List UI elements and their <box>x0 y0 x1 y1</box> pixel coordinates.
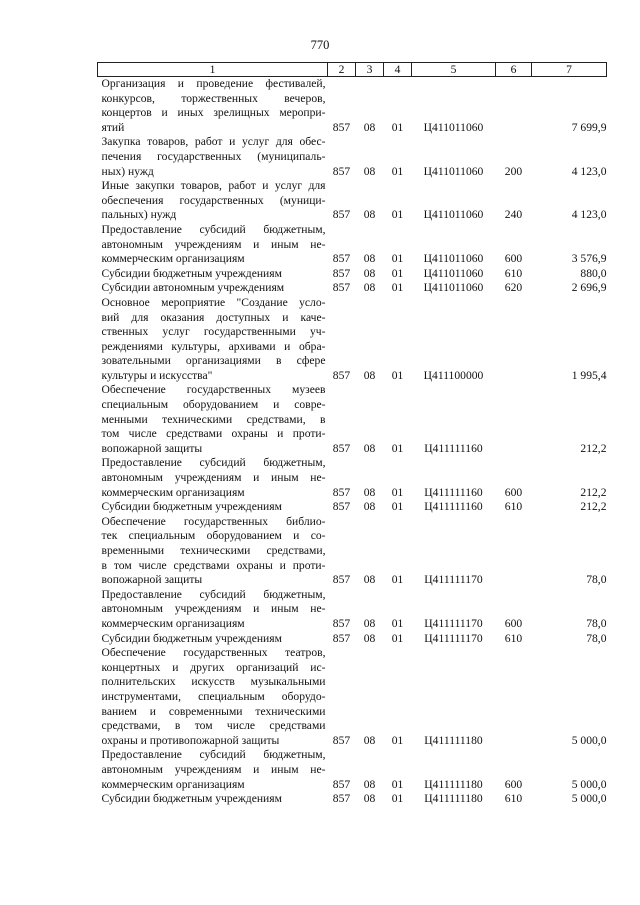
item-name-line: вий для оказания доступных и каче- <box>101 310 326 324</box>
page-number: 770 <box>310 38 330 52</box>
expense-type-cell: 610 <box>504 631 523 645</box>
target-article-cell: Ц411011060 <box>423 120 484 134</box>
subsection-code-cell: 01 <box>391 573 404 587</box>
item-name-cell <box>98 792 328 807</box>
item-name-line: ванием и современными техническими <box>101 704 326 718</box>
table-row <box>98 281 607 296</box>
item-name-cell <box>98 281 328 296</box>
target-article-cell: Ц411111160 <box>424 441 483 455</box>
item-name-line: Субсидии бюджетным учреждениям <box>101 792 282 806</box>
admin-code-cell: 857 <box>332 616 351 630</box>
admin-code-cell: 857 <box>332 792 351 806</box>
item-name-line: коммерческим организациям <box>101 777 245 791</box>
expense-type-cell: 240 <box>504 208 523 222</box>
section-code-cell: 08 <box>363 368 376 382</box>
item-name-line: вопожарной защиты <box>101 441 203 455</box>
item-name-line: Организация и проведение фестивалей, <box>101 77 326 90</box>
section-code-cell: 08 <box>363 733 376 747</box>
item-name-cell <box>98 383 328 456</box>
item-name-cell <box>98 632 328 647</box>
item-name-line: автономным учреждениям и иным не- <box>101 602 326 616</box>
target-article-cell: Ц411111160 <box>424 500 483 514</box>
target-article-cell: Ц411011060 <box>423 252 484 266</box>
expense-type-cell: 600 <box>504 777 523 791</box>
item-name-line: Иные закупки товаров, работ и услуг для <box>101 179 326 193</box>
section-code-cell: 08 <box>363 573 376 587</box>
amount-cell: 78,0 <box>586 616 607 630</box>
section-code-cell: 08 <box>363 208 376 222</box>
table-row <box>98 223 607 267</box>
item-name-line: конкурсов, торжественных вечеров, <box>101 91 326 105</box>
item-name-line: специальным оборудованием и совре- <box>101 398 326 412</box>
item-name-line: Субсидии бюджетным учреждениям <box>101 500 282 514</box>
item-name-line: Предоставление субсидий бюджетным, <box>101 222 326 236</box>
subsection-code-cell: 01 <box>391 120 404 134</box>
table-row <box>98 632 607 647</box>
item-name-line: ятий <box>101 120 125 134</box>
target-article-cell: Ц411011060 <box>423 266 484 280</box>
amount-cell: 78,0 <box>586 631 607 645</box>
column-header: 7 <box>532 63 607 77</box>
item-name-line: коммерческим организациям <box>101 616 245 630</box>
amount-cell: 78,0 <box>586 573 607 587</box>
admin-code-cell: 857 <box>332 252 351 266</box>
item-name-line: автономным учреждениям и иным не- <box>101 762 326 776</box>
item-name-line: Обеспечение государственных библио- <box>101 514 326 528</box>
section-code-cell: 08 <box>363 485 376 499</box>
section-code-cell: 08 <box>363 631 376 645</box>
item-name-line: ных) нужд <box>101 164 154 178</box>
admin-code-cell: 857 <box>332 164 351 178</box>
item-name-line: охраны и противопожарной защиты <box>101 733 280 747</box>
subsection-code-cell: 01 <box>391 485 404 499</box>
subsection-code-cell: 01 <box>391 252 404 266</box>
column-header: 5 <box>412 63 496 77</box>
item-name-line: инструментами, специальным оборудо- <box>101 689 326 703</box>
expense-type-cell <box>496 77 532 136</box>
admin-code-cell: 857 <box>332 120 351 134</box>
subsection-code-cell: 01 <box>391 281 404 295</box>
column-header: 4 <box>384 63 412 77</box>
admin-code-cell: 857 <box>332 441 351 455</box>
item-name-line: Закупка товаров, работ и услуг для обес- <box>101 135 326 149</box>
table-header-row <box>98 63 607 77</box>
item-name-line: Основное мероприятие "Создание усло- <box>101 295 326 309</box>
expense-type-cell <box>496 515 532 588</box>
item-name-line: Предоставление субсидий бюджетным, <box>101 587 326 601</box>
target-article-cell: Ц411111160 <box>424 485 483 499</box>
subsection-code-cell: 01 <box>391 441 404 455</box>
item-name-line: Обеспечение государственных театров, <box>101 646 326 660</box>
target-article-cell: Ц411011060 <box>423 164 484 178</box>
amount-cell: 4 123,0 <box>571 208 607 222</box>
subsection-code-cell: 01 <box>391 631 404 645</box>
subsection-code-cell: 01 <box>391 616 404 630</box>
column-header: 1 <box>98 63 328 77</box>
target-article-cell: Ц411111180 <box>424 777 483 791</box>
admin-code-cell: 857 <box>332 631 351 645</box>
table-row <box>98 456 607 500</box>
item-name-line: концертов и иных зрелищных меропри- <box>101 106 326 120</box>
table-body <box>98 77 607 807</box>
section-code-cell: 08 <box>363 792 376 806</box>
amount-cell: 212,2 <box>580 485 607 499</box>
expense-type-cell: 610 <box>504 792 523 806</box>
item-name-cell <box>98 748 328 792</box>
target-article-cell: Ц411100000 <box>423 368 484 382</box>
section-code-cell: 08 <box>363 120 376 134</box>
table-row <box>98 267 607 282</box>
column-header: 3 <box>356 63 384 77</box>
item-name-cell <box>98 135 328 179</box>
table-row <box>98 77 607 136</box>
item-name-line: коммерческим организациям <box>101 252 245 266</box>
item-name-line: полнительских искусств музыкальными <box>101 675 326 689</box>
item-name-cell <box>98 515 328 588</box>
item-name-line: менными техническими средствами, в <box>101 412 326 426</box>
amount-cell: 7 699,9 <box>571 120 607 134</box>
amount-cell: 880,0 <box>580 266 607 280</box>
expense-type-cell <box>496 646 532 748</box>
admin-code-cell: 857 <box>332 368 351 382</box>
admin-code-cell: 857 <box>332 733 351 747</box>
amount-cell: 1 995,4 <box>571 368 607 382</box>
amount-cell: 212,2 <box>580 441 607 455</box>
target-article-cell: Ц411111180 <box>424 792 483 806</box>
item-name-line: коммерческим организациям <box>101 485 245 499</box>
item-name-line: тек специальным оборудованием и со- <box>101 529 326 543</box>
column-header: 2 <box>328 63 356 77</box>
admin-code-cell: 857 <box>332 208 351 222</box>
table-row <box>98 383 607 456</box>
target-article-cell: Ц411111170 <box>424 631 483 645</box>
item-name-cell <box>98 588 328 632</box>
item-name-line: пальных) нужд <box>101 208 177 222</box>
subsection-code-cell: 01 <box>391 266 404 280</box>
item-name-line: временными техническими средствами, <box>101 544 326 557</box>
expense-type-cell <box>496 383 532 456</box>
item-name-cell <box>98 456 328 500</box>
amount-cell: 212,2 <box>580 500 607 514</box>
item-name-cell <box>98 500 328 515</box>
section-code-cell: 08 <box>363 616 376 630</box>
item-name-line: реждениями культуры, архивами и обра- <box>101 339 326 353</box>
item-name-line: Предоставление субсидий бюджетным, <box>101 456 326 470</box>
expense-type-cell <box>496 296 532 384</box>
target-article-cell: Ц411111170 <box>424 616 483 630</box>
target-article-cell: Ц411011060 <box>423 208 484 222</box>
item-name-line: автономным учреждениям и иным не- <box>101 471 326 485</box>
amount-cell: 5 000,0 <box>571 792 607 806</box>
section-code-cell: 08 <box>363 266 376 280</box>
admin-code-cell: 857 <box>332 777 351 791</box>
item-name-line: ственных услуг государственными уч- <box>101 325 326 339</box>
subsection-code-cell: 01 <box>391 792 404 806</box>
admin-code-cell: 857 <box>332 573 351 587</box>
amount-cell: 3 576,9 <box>571 252 607 266</box>
item-name-line: Субсидии бюджетным учреждениям <box>101 631 282 645</box>
expense-type-cell: 200 <box>504 164 523 178</box>
item-name-line: концертных и других организаций ис- <box>101 660 326 674</box>
subsection-code-cell: 01 <box>391 500 404 514</box>
section-code-cell: 08 <box>363 252 376 266</box>
subsection-code-cell: 01 <box>391 164 404 178</box>
amount-cell: 4 123,0 <box>571 164 607 178</box>
target-article-cell: Ц411111180 <box>424 733 483 747</box>
expense-type-cell: 610 <box>504 500 523 514</box>
table-row <box>98 135 607 179</box>
amount-cell: 5 000,0 <box>571 733 607 747</box>
item-name-line: Субсидии бюджетным учреждениям <box>101 266 282 280</box>
expense-type-cell: 600 <box>504 485 523 499</box>
item-name-cell <box>98 179 328 223</box>
table-row <box>98 179 607 223</box>
section-code-cell: 08 <box>363 441 376 455</box>
table-row <box>98 646 607 748</box>
item-name-line: обеспечения государственных (муници- <box>101 193 326 207</box>
column-header: 6 <box>496 63 532 77</box>
item-name-line: в том числе средствами охраны и проти- <box>101 558 326 572</box>
item-name-cell <box>98 646 328 748</box>
expense-type-cell: 600 <box>504 252 523 266</box>
subsection-code-cell: 01 <box>391 368 404 382</box>
expense-type-cell: 600 <box>504 616 523 630</box>
table-row <box>98 588 607 632</box>
target-article-cell: Ц411011060 <box>423 281 484 295</box>
item-name-line: Обеспечение государственных музеев <box>101 383 326 397</box>
section-code-cell: 08 <box>363 281 376 295</box>
table-row <box>98 748 607 792</box>
item-name-cell <box>98 77 328 136</box>
section-code-cell: 08 <box>363 164 376 178</box>
item-name-line: Предоставление субсидий бюджетным, <box>101 748 326 762</box>
admin-code-cell: 857 <box>332 281 351 295</box>
item-name-line: вопожарной защиты <box>101 573 203 587</box>
item-name-cell <box>98 223 328 267</box>
table-row <box>98 500 607 515</box>
subsection-code-cell: 01 <box>391 733 404 747</box>
item-name-line: культуры и искусства" <box>101 368 213 382</box>
item-name-line: Субсидии автономным учреждениям <box>101 281 285 295</box>
admin-code-cell: 857 <box>332 485 351 499</box>
admin-code-cell: 857 <box>332 500 351 514</box>
item-name-cell <box>98 267 328 282</box>
budget-table <box>97 62 607 807</box>
table-row <box>98 792 607 807</box>
item-name-line: автономным учреждениям и иным не- <box>101 237 326 251</box>
expense-type-cell: 610 <box>504 266 523 280</box>
item-name-line: том числе средствами охраны и проти- <box>101 427 326 441</box>
section-code-cell: 08 <box>363 500 376 514</box>
subsection-code-cell: 01 <box>391 777 404 791</box>
amount-cell: 2 696,9 <box>571 281 607 295</box>
section-code-cell: 08 <box>363 777 376 791</box>
expense-type-cell: 620 <box>504 281 523 295</box>
target-article-cell: Ц411111170 <box>424 573 483 587</box>
table-row <box>98 515 607 588</box>
item-name-line: средствами, в том числе средствами <box>101 719 326 733</box>
admin-code-cell: 857 <box>332 266 351 280</box>
item-name-cell <box>98 296 328 384</box>
item-name-line: зовательными организациями в сфере <box>101 354 326 368</box>
item-name-line: печения государственных (муниципаль- <box>101 149 326 163</box>
amount-cell: 5 000,0 <box>571 777 607 791</box>
table-row <box>98 296 607 384</box>
subsection-code-cell: 01 <box>391 208 404 222</box>
